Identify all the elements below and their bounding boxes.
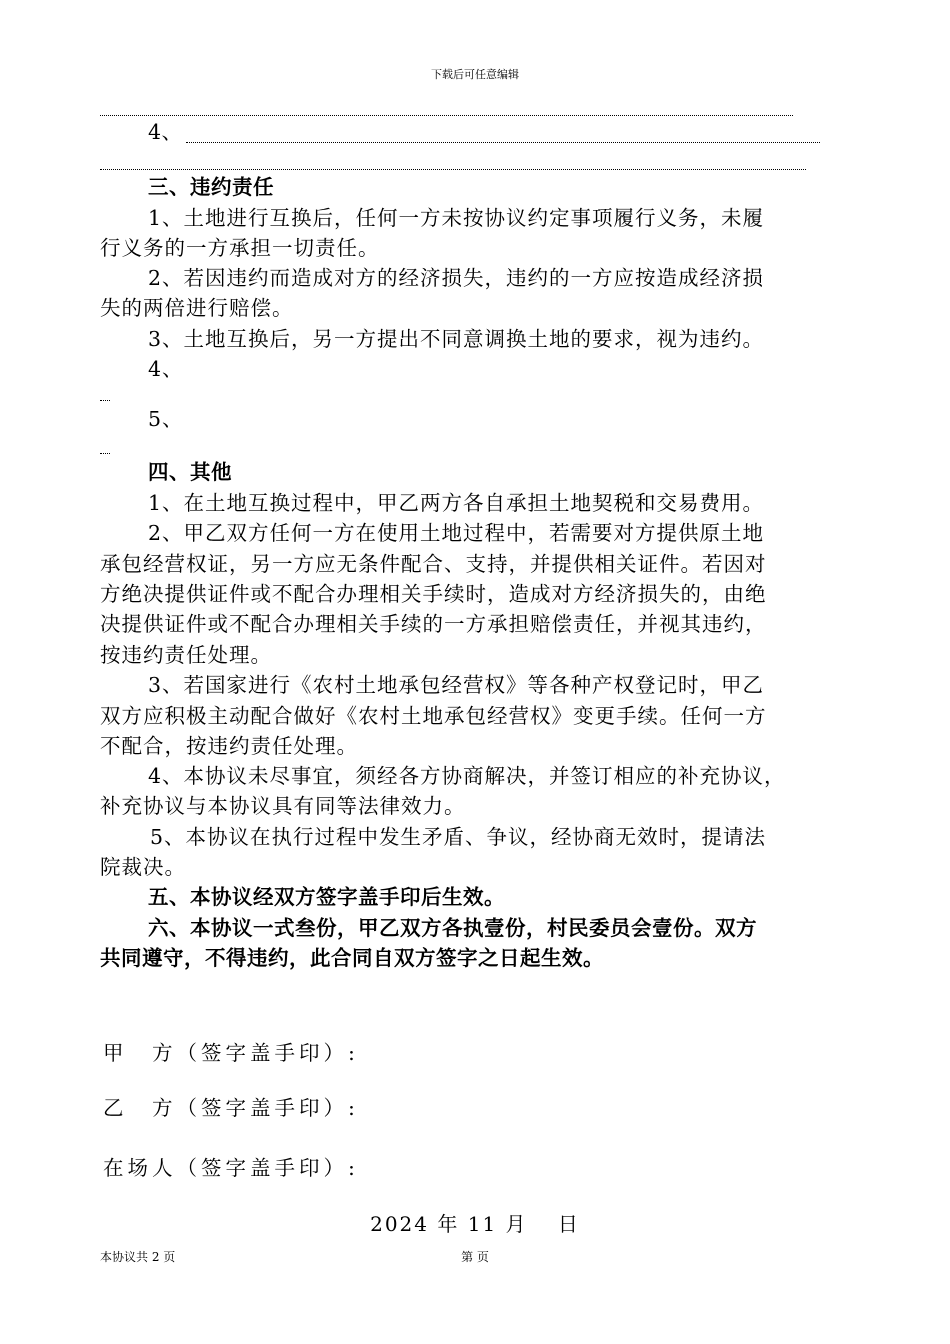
paragraph-line: 行义务的一方承担一切责任。 (100, 236, 380, 260)
section-heading-breach: 三、违约责任 (148, 175, 274, 199)
paragraph-line: 双方应积极主动配合做好《农村土地承包经营权》变更手续。任何一方 (100, 704, 767, 728)
paragraph-line: 1、土地进行互换后，任何一方未按协议约定事项履行义务，未履 (148, 206, 765, 230)
paragraph-line: 2、甲乙双方任何一方在使用土地过程中，若需要对方提供原土地 (148, 521, 765, 545)
dotted-line (100, 453, 110, 454)
dotted-line (100, 115, 793, 116)
signature-party-a: 甲 方（签字盖手印）: (103, 1041, 359, 1065)
dotted-line (186, 142, 820, 143)
copies-clause-line2: 共同遵守，不得违约，此合同自双方签字之日起生效。 (100, 946, 604, 970)
paragraph-line: 方绝决提供证件或不配合办理相关手续时，造成对方经济损失的，由绝 (100, 582, 767, 606)
dotted-line (100, 400, 110, 401)
paragraph-line: 3、土地互换后，另一方提出不同意调换土地的要求，视为违约。 (148, 327, 765, 351)
signature-party-b: 乙 方（签字盖手印）: (103, 1096, 359, 1120)
page-number: 第 页 (461, 1250, 489, 1264)
paragraph-line: 决提供证件或不配合办理相关手续的一方承担赔偿责任，并视其违约， (100, 612, 767, 636)
signature-witness: 在场人（签字盖手印）: (103, 1156, 359, 1180)
effective-clause: 五、本协议经双方签字盖手印后生效。 (148, 885, 505, 909)
paragraph-line: 5、本协议在执行过程中发生矛盾、争议，经协商无效时，提请法 (150, 825, 767, 849)
paragraph-line: 不配合，按违约责任处理。 (100, 734, 358, 758)
sign-date: 2024 年 11 月 日 (370, 1212, 580, 1236)
paragraph-line: 2、若因违约而造成对方的经济损失，违约的一方应按造成经济损 (148, 266, 765, 290)
dotted-line (100, 169, 806, 170)
header-note: 下载后可任意编辑 (431, 68, 519, 81)
paragraph-line: 5、 (148, 407, 184, 431)
paragraph-line: 4、 (148, 357, 184, 381)
paragraph-line: 院裁决。 (100, 855, 186, 879)
paragraph-line: 1、在土地互换过程中，甲乙两方各自承担土地契税和交易费用。 (148, 491, 765, 515)
section-heading-other: 四、其他 (148, 460, 232, 484)
paragraph-line: 承包经营权证，另一方应无条件配合、支持，并提供相关证件。若因对 (100, 552, 767, 576)
paragraph-line: 补充协议与本协议具有同等法律效力。 (100, 794, 466, 818)
paragraph-line: 4、本协议未尽事宜，须经各方协商解决，并签订相应的补充协议， (148, 764, 786, 788)
paragraph-line: 按违约责任处理。 (100, 643, 272, 667)
page-count-note: 本协议共 2 页 (100, 1250, 176, 1264)
item-4-label: 4、 (148, 120, 183, 144)
copies-clause-line1: 六、本协议一式叁份，甲乙双方各执壹份，村民委员会壹份。双方 (148, 916, 757, 940)
paragraph-line: 3、若国家进行《农村土地承包经营权》等各种产权登记时，甲乙 (148, 673, 765, 697)
paragraph-line: 失的两倍进行赔偿。 (100, 296, 294, 320)
